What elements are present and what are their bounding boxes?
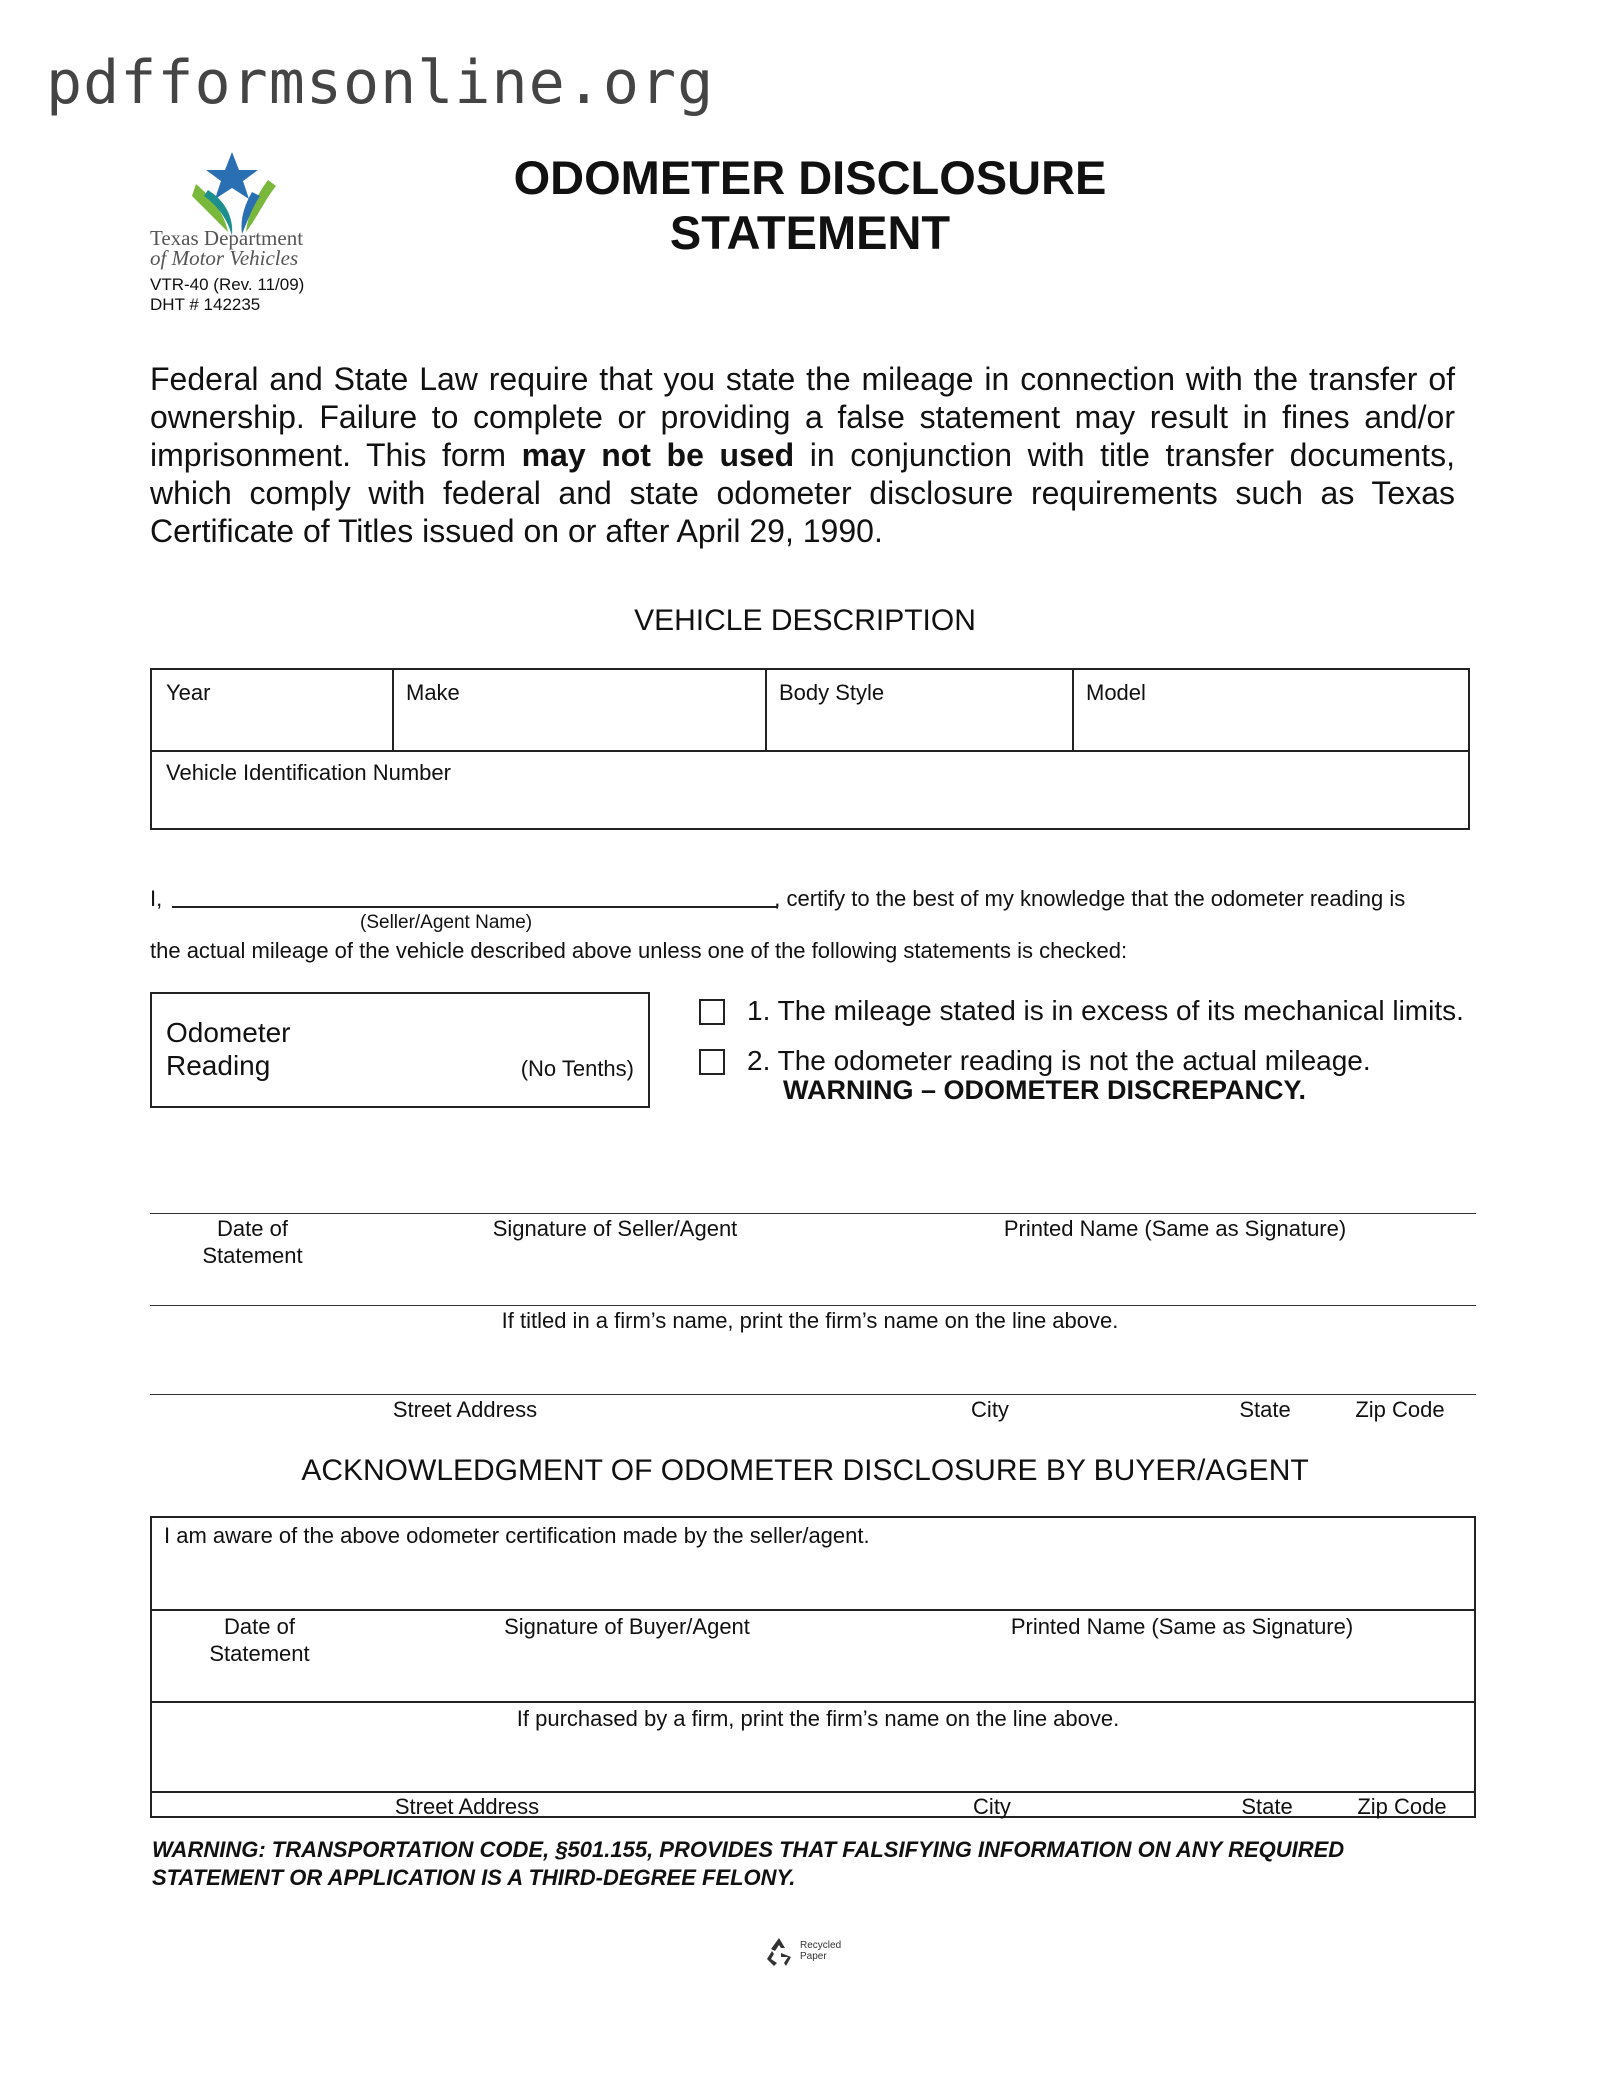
- option1-checkbox[interactable]: [699, 999, 725, 1025]
- seller-city-caption: City: [971, 1397, 1009, 1422]
- seller-address-line[interactable]: [150, 1394, 1476, 1395]
- recycled-paper-text: [800, 1940, 841, 1962]
- vehicle-table-row-divider: [152, 750, 1468, 752]
- seller-firm-caption: If titled in a firm’s name, print the firm’s name on the line above.: [501, 1308, 1119, 1333]
- recycled-paper-mark: [762, 1935, 852, 1971]
- buyer-firm-caption: If purchased by a firm, print the firm’s name on the line above.: [516, 1706, 1120, 1731]
- odometer-label-line2: Reading: [166, 1050, 271, 1081]
- vehicle-description-heading: VEHICLE DESCRIPTION: [634, 604, 976, 637]
- buyer-signature-caption: Signature of Buyer/Agent: [504, 1614, 750, 1639]
- buyer-zip-caption: Zip Code: [1357, 1794, 1447, 1819]
- page-title: [480, 150, 1140, 260]
- title-line1: ODOMETER DISCLOSURE: [513, 151, 1107, 204]
- certification-suffix: , certify to the best of my knowledge that the odometer reading is: [774, 886, 1406, 911]
- odometer-discrepancy-warning: WARNING – ODOMETER DISCREPANCY.: [783, 1075, 1307, 1105]
- odometer-reading-field[interactable]: [150, 992, 650, 1108]
- seller-printed-name-caption: Printed Name (Same as Signature): [1003, 1216, 1347, 1241]
- certification-line2: the actual mileage of the vehicle described above unless one of the following statements is checked:: [150, 938, 1128, 963]
- seller-date-caption-line1: Date of: [217, 1216, 288, 1241]
- agency-name: [150, 228, 303, 268]
- seller-name-caption: (Seller/Agent Name): [360, 912, 533, 933]
- buyer-firm-line[interactable]: [152, 1701, 1474, 1703]
- buyer-street-caption: Street Address: [394, 1794, 540, 1819]
- recycled-line1: Recycled: [800, 1940, 842, 1951]
- vehicle-table-col-divider: [392, 670, 394, 750]
- certification-prefix: I,: [150, 886, 163, 911]
- body-style-field[interactable]: Body Style: [779, 680, 885, 705]
- buyer-city-caption: City: [973, 1794, 1011, 1819]
- seller-street-caption: Street Address: [392, 1397, 538, 1422]
- buyer-acknowledgment-box: [150, 1516, 1476, 1818]
- year-field[interactable]: Year: [166, 680, 211, 705]
- certification-line1: [150, 886, 1405, 912]
- recycled-line2: Paper: [800, 1951, 827, 1962]
- buyer-acknowledgment-heading: ACKNOWLEDGMENT OF ODOMETER DISCLOSURE BY BUYER/AGENT: [301, 1454, 1309, 1487]
- seller-zip-caption: Zip Code: [1355, 1397, 1445, 1422]
- intro-text-1: Federal and State Law require that you state the mileage in connection with the transfer of ownership. Failure to complete or providing a false statement may result in fines and/or imprisonment. This form: [150, 361, 1455, 473]
- vehicle-table: [150, 668, 1470, 830]
- vin-field[interactable]: Vehicle Identification Number: [166, 760, 451, 785]
- title-line2: STATEMENT: [669, 206, 951, 259]
- seller-signature-line[interactable]: [150, 1213, 1476, 1214]
- seller-signature-caption: Signature of Seller/Agent: [492, 1216, 738, 1241]
- seller-firm-line[interactable]: [150, 1305, 1476, 1306]
- buyer-aware-statement: I am aware of the above odometer certification made by the seller/agent.: [164, 1523, 870, 1548]
- form-number: VTR-40 (Rev. 11/09): [150, 275, 305, 294]
- intro-paragraph: [150, 360, 1455, 550]
- intro-bold: may not be used: [521, 437, 795, 473]
- vehicle-table-col-divider: [765, 670, 767, 750]
- odometer-label: [166, 1016, 291, 1082]
- make-field[interactable]: Make: [406, 680, 460, 705]
- seller-date-caption: [180, 1215, 325, 1269]
- felony-warning-line1: WARNING: TRANSPORTATION CODE, §501.155, PROVIDES THAT FALSIFYING INFORMATION ON ANY REQUIRED: [152, 1837, 1345, 1862]
- buyer-printed-name-caption: Printed Name (Same as Signature): [1010, 1614, 1354, 1639]
- buyer-date-caption-line2: Statement: [209, 1641, 310, 1666]
- intro-text-2: in conjunction with title transfer documents, which comply with federal and state odometer disclosure requirements such as Texas Certificate of Titles issued on or after April 29, 1990.: [150, 437, 1455, 549]
- seller-name-input-line[interactable]: [172, 906, 777, 908]
- felony-warning-line2: STATEMENT OR APPLICATION IS A THIRD-DEGREE FELONY.: [152, 1865, 796, 1890]
- agency-name-line1: Texas Department: [150, 226, 304, 250]
- odometer-note: (No Tenths): [520, 1056, 634, 1081]
- odometer-label-line1: Odometer: [166, 1017, 291, 1048]
- agency-name-line2: of Motor Vehicles: [150, 246, 299, 270]
- form-number-block: [150, 275, 304, 315]
- buyer-date-caption: [187, 1613, 332, 1667]
- felony-warning: [152, 1836, 1472, 1892]
- watermark-text: pdfformsonline.org: [46, 48, 715, 118]
- buyer-state-caption: State: [1241, 1794, 1293, 1819]
- buyer-date-caption-line1: Date of: [224, 1614, 295, 1639]
- buyer-signature-line[interactable]: [152, 1609, 1474, 1611]
- option1-label: 1. The mileage stated is in excess of its mechanical limits.: [747, 995, 1464, 1026]
- seller-date-caption-line2: Statement: [202, 1243, 303, 1268]
- option2-checkbox[interactable]: [699, 1049, 725, 1075]
- dht-number: DHT # 142235: [150, 295, 261, 314]
- seller-state-caption: State: [1239, 1397, 1291, 1422]
- recycle-icon: [762, 1935, 796, 1969]
- vehicle-table-col-divider: [1072, 670, 1074, 750]
- option2-label: 2. The odometer reading is not the actual mileage.: [747, 1045, 1371, 1076]
- model-field[interactable]: Model: [1086, 680, 1146, 705]
